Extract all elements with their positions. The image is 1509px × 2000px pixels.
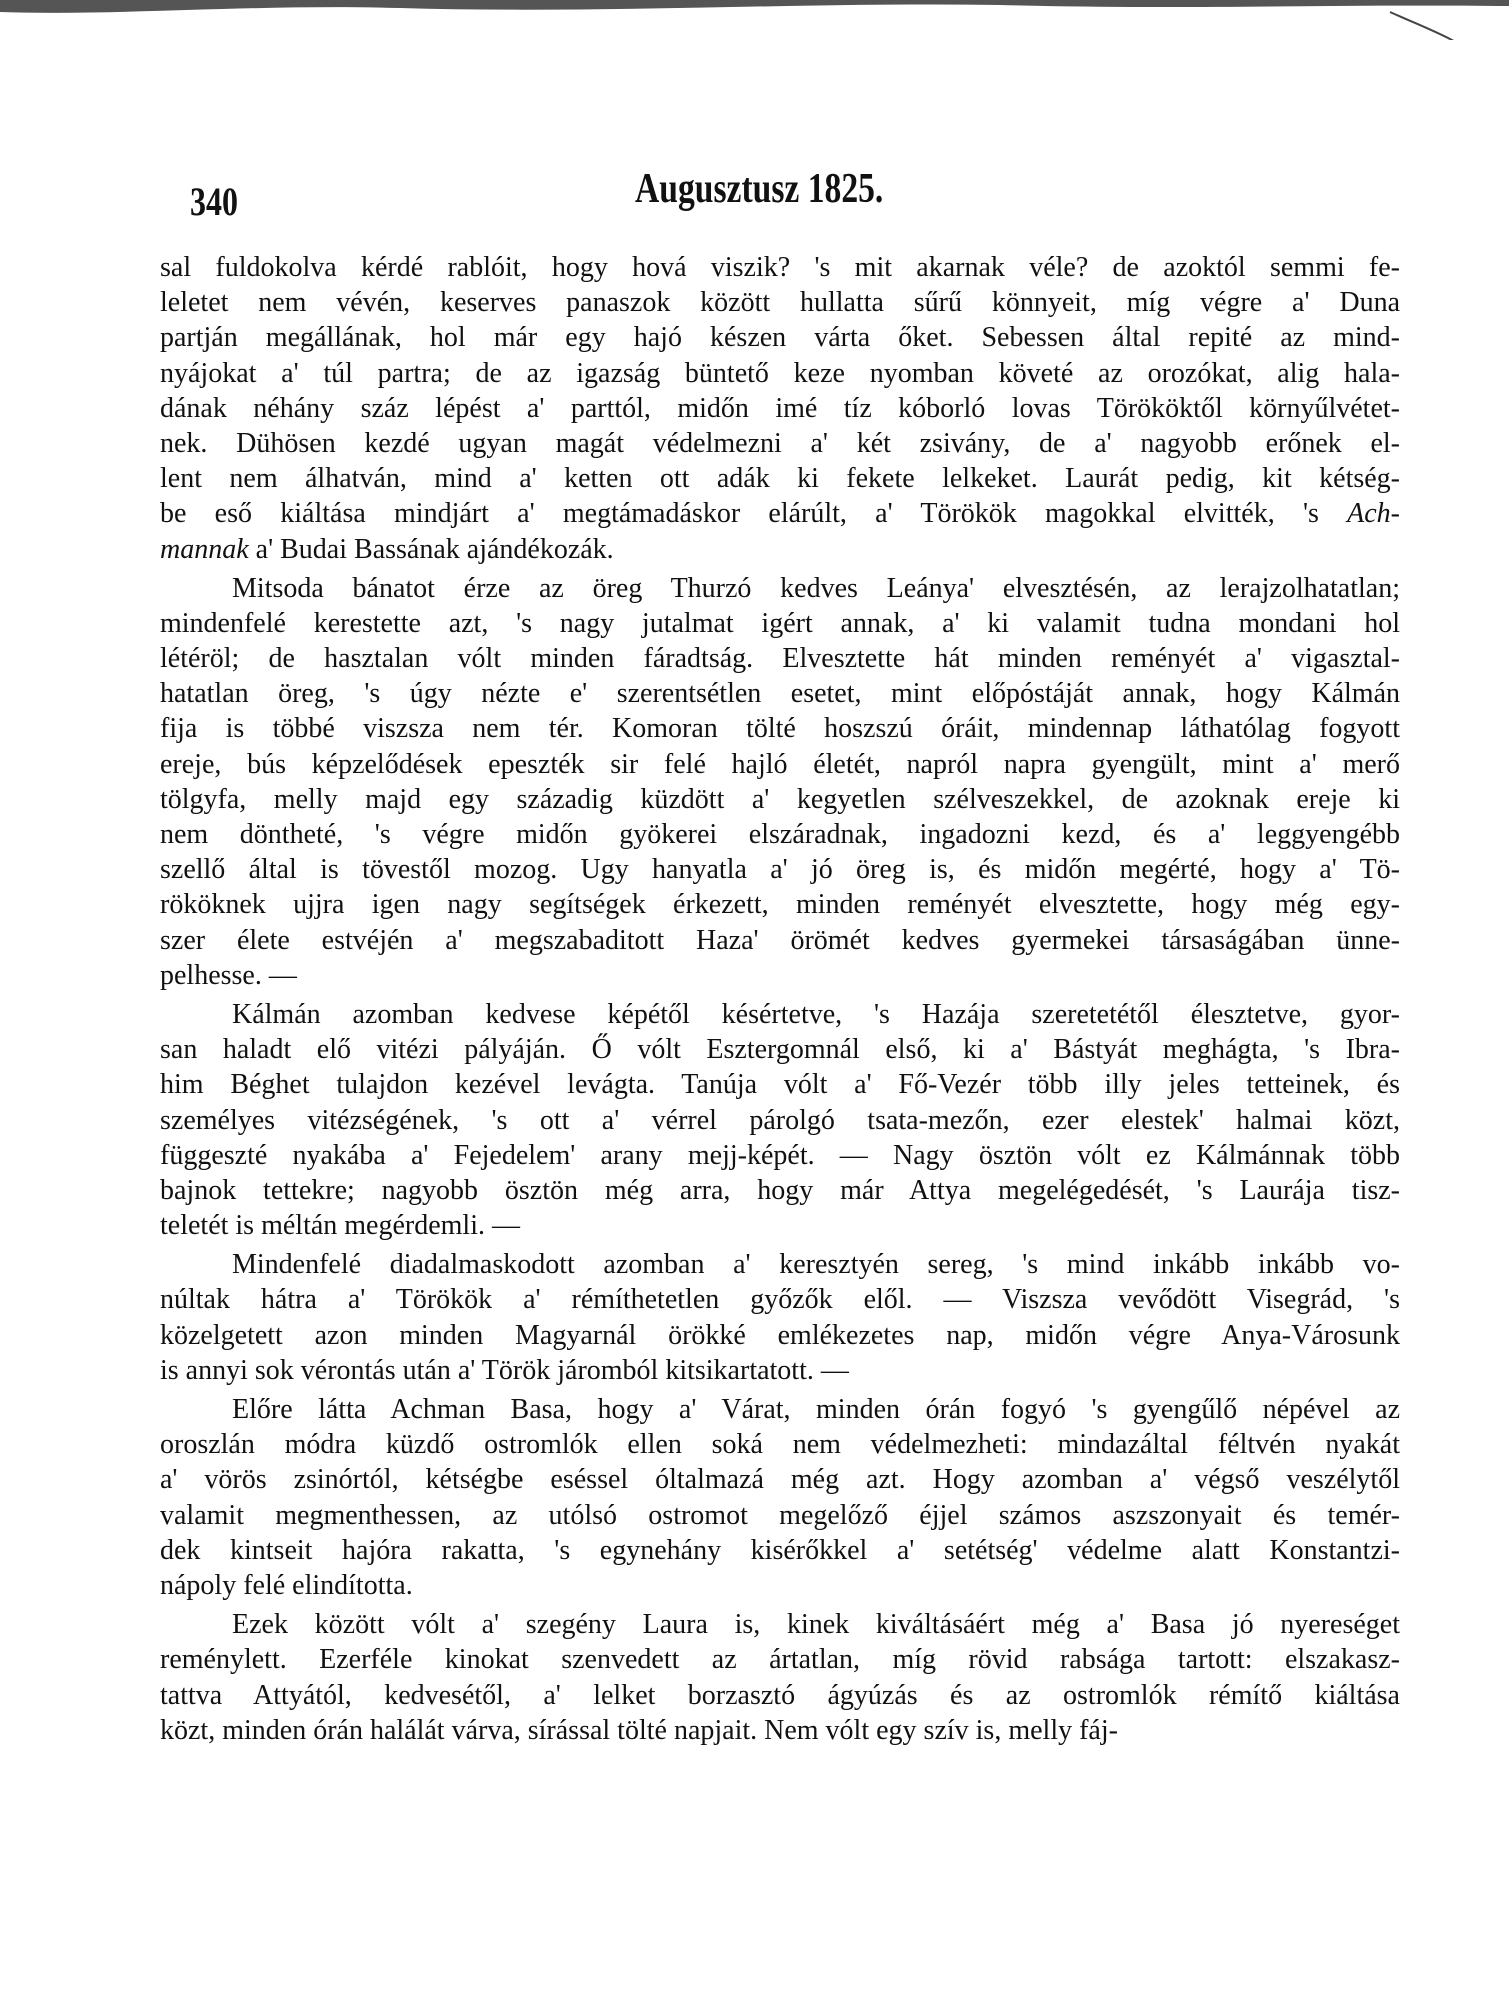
text-line: bajnok tettekre; nagyobb ösztön még arra, hogy már Attya megelégedését, 's Laurája tisz- xyxy=(160,1174,1400,1206)
text-line: him Béghet tulajdon kezével levágta. Tanúja vólt a' Fő-Vezér több illy jeles tetteinek, és xyxy=(160,1069,1400,1101)
body-text xyxy=(160,250,1400,1752)
page-number: 340 xyxy=(190,179,238,224)
text-line: függeszté nyakába a' Fejedelem' arany mejj-képét. — Nagy ösztön vólt ez Kálmánnak több xyxy=(160,1139,1400,1171)
italic-name: mannak xyxy=(160,533,249,565)
paragraph xyxy=(160,1607,1400,1748)
text-line: tölgyfa, melly majd egy századig küzdött a' kegyetlen szélveszekkel, de azoknak ereje ki xyxy=(160,783,1400,815)
text-line: mannak a' Budai Bassának ajándékozák. xyxy=(160,533,614,565)
text-line: oroszlán módra küzdő ostromlók ellen soká nem védelmezheti: mindazáltal féltvén nyakát xyxy=(160,1429,1400,1461)
text-line: hatatlan öreg, 's úgy nézte e' szerentsétlen esetet, mint előpóstáját annak, hogy Kálmán xyxy=(160,678,1400,710)
text-line: san haladt elő vitézi pályáján. Ő vólt Esztergomnál első, ki a' Bástyát meghágta, 's Ibra- xyxy=(160,1034,1400,1066)
text-line: tattva Attyától, kedvesétől, a' lelket borzasztó ágyúzás és az ostromlók rémítő kiáltása xyxy=(160,1679,1400,1711)
text-line: nápoly felé elindította. xyxy=(160,1569,413,1601)
text-line: Kálmán azomban kedvese képétől késértetve, 's Hazája szeretetétől élesztetve, gyor- xyxy=(232,998,1400,1030)
text-line: szellő által is tövestől mozog. Ugy hanyatla a' jó öreg is, és midőn megérté, hogy a' Tö- xyxy=(160,854,1400,886)
scan-edge-shadow xyxy=(0,0,1509,40)
text-line: dek kintseit hajóra rakatta, 's egynehány kisérőkkel a' setétség' védelme alatt Konstantzi- xyxy=(160,1534,1400,1566)
text-line: ereje, bús képzelődések epeszték sir felé hajló életét, napról napra gyengült, mint a' merő xyxy=(160,748,1400,780)
text-line: teletét is méltán megérdemli. — xyxy=(160,1210,520,1242)
text-line: közelgetett azon minden Magyarnál örökké emlékezetes nap, midőn végre Anya-Városunk xyxy=(160,1319,1400,1351)
text-line: nek. Dühösen kezdé ugyan magát védelmezni a' két zsivány, de a' nagyobb erőnek el- xyxy=(160,427,1400,459)
text-line: be eső kiáltása mindjárt a' megtámadáskor elárúlt, a' Törökök magokkal elvitték, 's Ach- xyxy=(160,498,1400,530)
text-line: lent nem álhatván, mind a' ketten ott adák ki fekete lelkeket. Laurát pedig, kit kétség- xyxy=(160,463,1400,495)
text-line: leletet nem vévén, keserves panaszok között hullatta sűrű könnyeit, míg végre a' Duna xyxy=(160,287,1400,319)
text-line: mindenfelé kerestette azt, 's nagy jutalmat igért annak, a' ki valamit tudna mondani hol xyxy=(160,607,1400,639)
paragraph xyxy=(160,250,1400,567)
text-line: valamit megmenthessen, az utólsó ostromot megelőző éjjel számos aszszonyait és temér- xyxy=(160,1499,1400,1531)
text-line: Ezek között vólt a' szegény Laura is, kinek kiváltásáért még a' Basa jó nyereséget xyxy=(232,1609,1400,1641)
text-line: reménylett. Ezerféle kinokat szenvedett az ártatlan, míg rövid rabsága tartott: elszakasz- xyxy=(160,1644,1400,1676)
text-line: dának néhány száz lépést a' parttól, midőn imé tíz kóborló lovas Törököktől környűlvétet- xyxy=(160,392,1400,424)
text-line: rököknek ujjra igen nagy segítségek érkezett, minden reményét elvesztette, hogy még egy- xyxy=(160,889,1400,921)
text-line: közt, minden órán halálát várva, sírással tölté napjait. Nem vólt egy szív is, melly fáj- xyxy=(160,1714,1118,1746)
paragraph xyxy=(160,1392,1400,1603)
text-line: fija is többé viszsza nem tér. Komoran tölté hoszszú óráit, mindennap láthatólag fogyott xyxy=(160,713,1400,745)
text-line: nem döntheté, 's végre midőn gyökerei elszáradnak, ingadozni kezd, és a' leggyengébb xyxy=(160,819,1400,850)
text-line: partján megállának, hol már egy hajó készen várta őket. Sebessen által repité az mind- xyxy=(160,322,1400,354)
text-line: nyájokat a' túl partra; de az igazság büntető keze nyomban követé az orozókat, alig hala- xyxy=(160,357,1400,389)
paragraph xyxy=(160,997,1400,1243)
paragraph xyxy=(160,1247,1400,1388)
paragraph xyxy=(160,571,1400,993)
text-line: pelhesse. — xyxy=(160,959,297,991)
text-line: létéröl; de hasztalan vólt minden fáradtság. Elvesztette hát minden reményét a' vigasztal- xyxy=(160,643,1400,675)
text-line: núltak hátra a' Törökök a' rémíthetetlen győzők elől. — Viszsza vevődött Visegrád, 's xyxy=(160,1284,1400,1316)
text-line: Mindenfelé diadalmaskodott azomban a' keresztyén sereg, 's mind inkább inkább vo- xyxy=(232,1249,1400,1281)
text-line: a' vörös zsinórtól, kétségbe eséssel óltalmazá még azt. Hogy azomban a' végső veszélytől xyxy=(160,1464,1400,1496)
text-line: sal fuldokolva kérdé rablóit, hogy hová viszik? 's mit akarnak véle? de azoktól semmi fe- xyxy=(160,252,1400,283)
text-line: személyes vitézségének, 's ott a' vérrel párolgó tsata-mezőn, ezer elestek' halmai közt, xyxy=(160,1104,1400,1136)
italic-name: Ach- xyxy=(1347,498,1400,530)
text-line: Mitsoda bánatot érze az öreg Thurzó kedves Leánya' elvesztésén, az lerajzolhatatlan; xyxy=(232,572,1400,604)
text-line: is annyi sok vérontás után a' Török járomból kitsikartatott. — xyxy=(160,1354,849,1386)
running-title xyxy=(0,165,1509,213)
text-line: Előre látta Achman Basa, hogy a' Várat, minden órán fogyó 's gyengűlő népével az xyxy=(232,1394,1400,1425)
running-title-text: Augusztusz 1825. xyxy=(635,166,884,212)
text-line: szer élete estvéjén a' megszabaditott Haza' örömét kedves gyermekei társaságában ünne- xyxy=(160,924,1400,956)
